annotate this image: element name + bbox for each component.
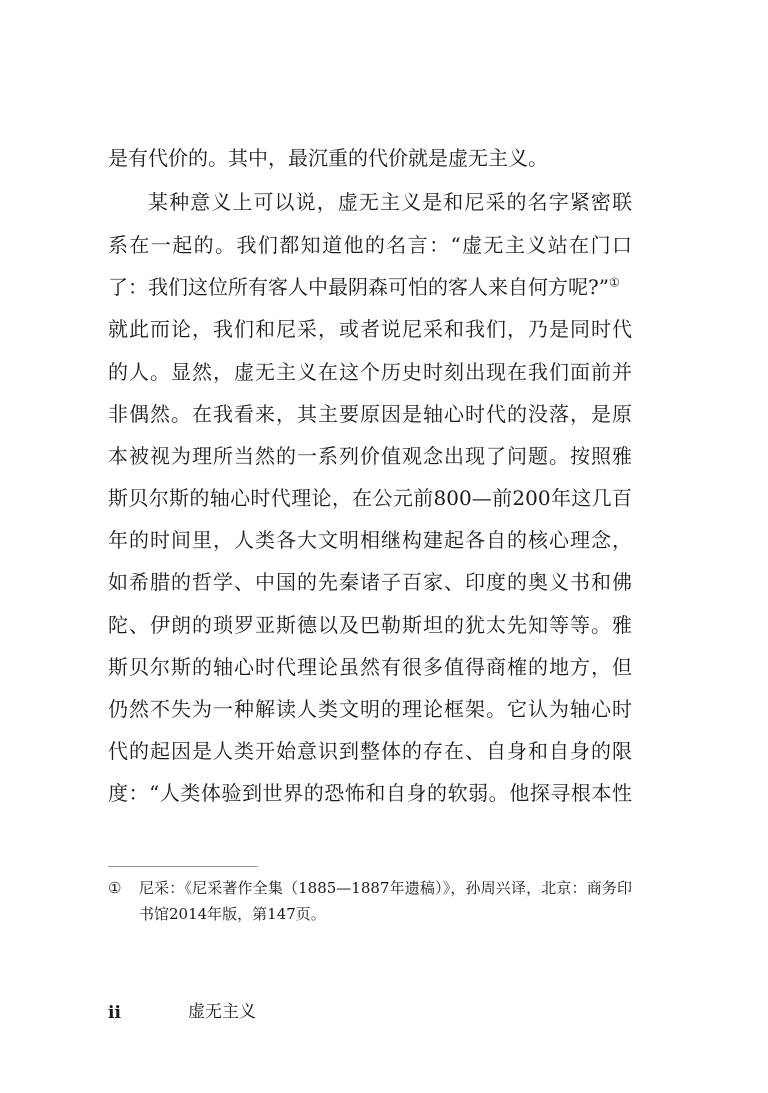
body-line-7: 非偶然。在我看来，其主要原因是轴心时代的没落，是原 [108, 402, 632, 426]
body-line-3: 系在一起的。我们都知道他的名言：“虚无主义站在门口 [108, 233, 632, 257]
body-line-1: 是有代价的。其中，最沉重的代价就是虚无主义。 [108, 146, 548, 170]
page-number: ii [108, 1003, 121, 1023]
body-line-14: 仍然不失为一种解读人类文明的理论框架。它认为轴心时 [108, 697, 632, 721]
body-line-10: 年的时间里，人类各大文明相继构建起各自的核心理念， [108, 528, 632, 552]
body-line-16: 度：“人类体验到世界的恐怖和自身的软弱。他探寻根本性 [108, 781, 632, 805]
footnote-reference[interactable]: ① [608, 275, 620, 290]
body-line-8: 本被视为理所当然的一系列价值观念出现了问题。按照雅 [108, 444, 632, 468]
body-line-11: 如希腊的哲学、中国的先秦诸子百家、印度的奥义书和佛 [108, 570, 632, 594]
footnote-line-1: 尼采：《尼采著作全集（1885—1887年遗稿）》，孙周兴译，北京：商务印 [139, 879, 632, 897]
body-line-5: 就此而论，我们和尼采，或者说尼采和我们，乃是同时代 [108, 317, 632, 341]
body-line-15: 代的起因是人类开始意识到整体的存在、自身和自身的限 [108, 739, 632, 763]
body-line-2: 某种意义上可以说，虚无主义是和尼采的名字紧密联 [148, 190, 632, 214]
body-line-6: 的人。显然，虚无主义在这个历史时刻出现在我们面前并 [108, 360, 632, 384]
body-line-12: 陀、伊朗的琐罗亚斯德以及巴勒斯坦的犹太先知等等。雅 [108, 613, 632, 637]
footnote-marker: ① [108, 879, 122, 897]
body-line-4-text: 了：我们这位所有客人中最阴森可怕的客人来自何方呢?” [108, 275, 609, 299]
footnote-divider [108, 866, 258, 867]
running-book-title: 虚无主义 [188, 1002, 256, 1022]
body-line-4 [108, 275, 618, 299]
body-line-9: 斯贝尔斯的轴心时代理论，在公元前800—前200年这几百 [108, 486, 632, 510]
footnote-line-2: 书馆2014年版，第147页。 [139, 905, 326, 923]
body-line-13: 斯贝尔斯的轴心时代理论虽然有很多值得商榷的地方，但 [108, 655, 632, 679]
